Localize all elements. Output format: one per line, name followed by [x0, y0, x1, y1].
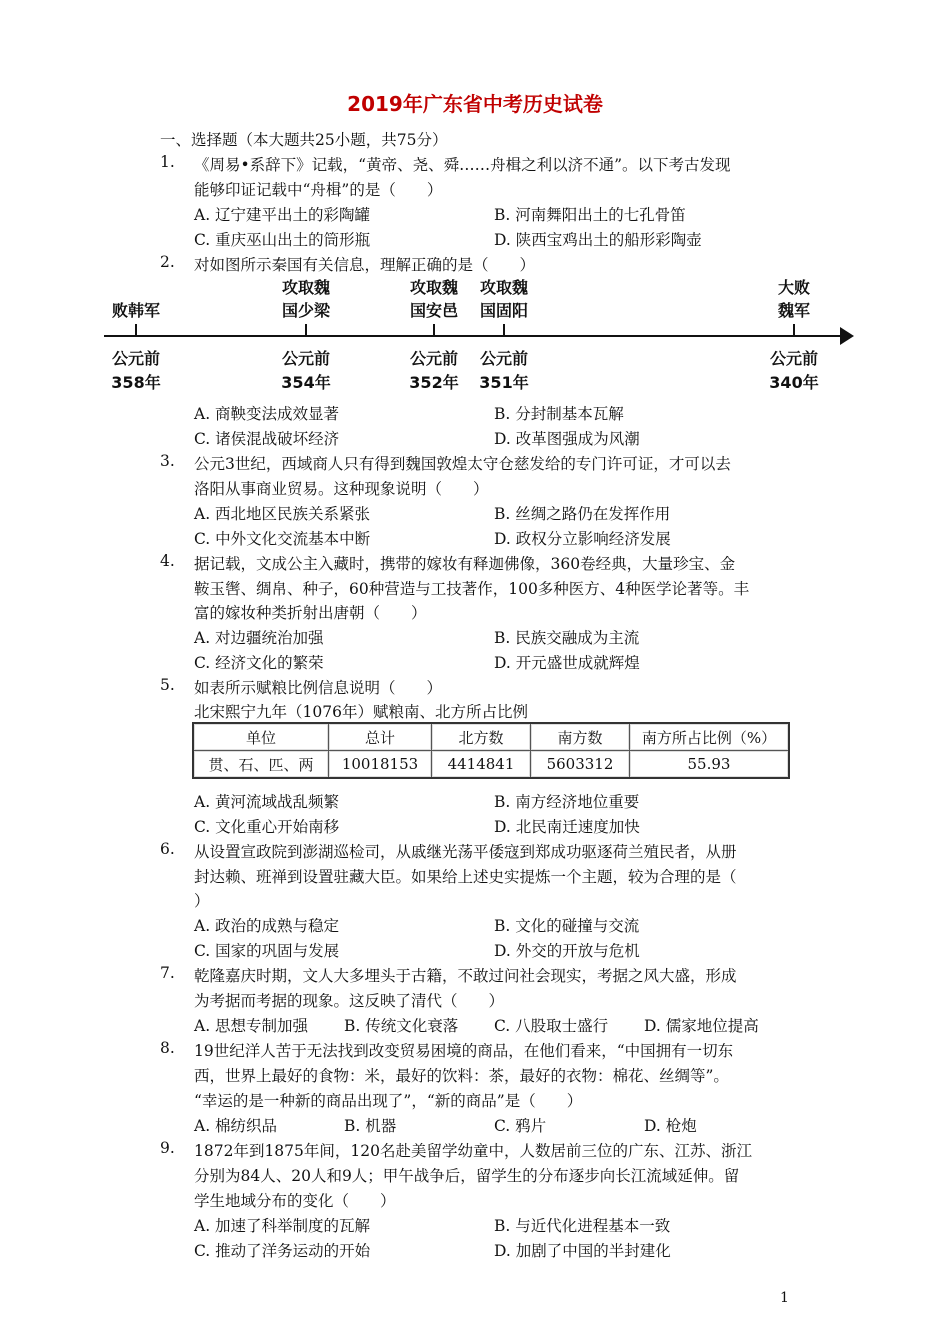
option-d: D. 开元盛世成就辉煌 — [494, 654, 640, 672]
question-text: 1872年到1875年间，120名赴美留学幼童中，人数居前三位的广东、江苏、浙江 — [194, 1142, 752, 1160]
option-d: D. 改革图强成为风潮 — [494, 430, 640, 448]
section-heading: 一、选择题（本大题共25小题，共75分） — [160, 131, 448, 149]
option-d: D. 陕西宝鸡出土的船形彩陶壶 — [494, 231, 702, 249]
option-b: B. 民族交融成为主流 — [494, 629, 640, 647]
question-text: 据记载，文成公主入藏时，携带的嫁妆有释迦佛像，360卷经典，大量珍宝、金 — [194, 555, 736, 573]
question-number: 6. — [160, 840, 175, 858]
timeline-date: 公元前 — [769, 349, 818, 368]
table-cell: 贯、石、匹、两 — [193, 751, 329, 779]
question-text: 从设置宣政院到澎湖巡检司，从戚继光荡平倭寇到郑成功驱逐荷兰殖民者，从册 — [194, 843, 737, 861]
option-c: C. 鸦片 — [494, 1117, 547, 1135]
question-text: “幸运的是一种新的商品出现了”，“新的商品”是（ ） — [194, 1092, 583, 1110]
option-b: B. 河南舞阳出土的七孔骨笛 — [494, 206, 686, 224]
table-header-cell: 单位 — [193, 723, 329, 751]
option-d: D. 加剧了中国的半封建化 — [494, 1242, 671, 1260]
timeline-event-label: 攻取魏 — [479, 278, 528, 297]
table-header-row — [193, 723, 789, 751]
option-c: C. 八股取士盛行 — [494, 1017, 609, 1035]
timeline-tick — [305, 324, 307, 336]
page-title: 2019年广东省中考历史试卷 — [347, 92, 603, 116]
timeline-event-label: 败韩军 — [111, 301, 160, 320]
table-cell: 4414841 — [432, 751, 531, 779]
timeline-event-label: 国固阳 — [479, 301, 528, 320]
option-b: B. 文化的碰撞与交流 — [494, 917, 640, 935]
page-number: 1 — [780, 1290, 789, 1306]
option-b: B. 分封制基本瓦解 — [494, 405, 624, 423]
option-b: B. 传统文化衰落 — [344, 1017, 459, 1035]
timeline-event-label: 攻取魏 — [281, 278, 330, 297]
option-c: C. 诸侯混战破坏经济 — [194, 430, 340, 448]
question-number: 8. — [160, 1039, 175, 1057]
option-a: A. 黄河流域战乱频繁 — [194, 793, 340, 811]
option-b: B. 机器 — [344, 1117, 397, 1135]
timeline-date: 354年 — [281, 373, 331, 392]
timeline-axis — [104, 335, 849, 337]
table-header-cell: 南方数 — [531, 723, 630, 751]
table-cell: 10018153 — [329, 751, 432, 779]
question-text: 对如图所示秦国有关信息，理解正确的是（ ） — [194, 256, 536, 274]
timeline-tick — [793, 324, 795, 336]
question-text: 能够印证记载中“舟楫”的是（ ） — [194, 181, 443, 199]
timeline-date: 352年 — [409, 373, 459, 392]
option-b: B. 南方经济地位重要 — [494, 793, 640, 811]
tax-grain-table — [192, 722, 790, 779]
option-a: A. 加速了科举制度的瓦解 — [194, 1217, 371, 1235]
timeline-event-label: 大败 — [777, 278, 810, 297]
question-number: 2. — [160, 253, 175, 271]
timeline-tick — [135, 324, 137, 336]
question-number: 3. — [160, 452, 175, 470]
question-text: 为考据而考据的现象。这反映了清代（ ） — [194, 992, 505, 1010]
question-text: 19世纪洋人苦于无法找到改变贸易困境的商品，在他们看来，“中国拥有一切东 — [194, 1042, 734, 1060]
option-a: A. 商鞅变法成效显著 — [194, 405, 340, 423]
option-d: D. 政权分立影响经济发展 — [494, 530, 671, 548]
timeline-date: 公元前 — [111, 349, 160, 368]
question-text: 洛阳从事商业贸易。这种现象说明（ ） — [194, 480, 489, 498]
timeline-date: 358年 — [111, 373, 161, 392]
option-a: A. 对边疆统治加强 — [194, 629, 324, 647]
question-number: 9. — [160, 1139, 175, 1157]
table-header-cell: 南方所占比例（%） — [630, 723, 790, 751]
table-row — [193, 751, 789, 779]
question-text: 分别为84人、20人和9人；甲午战争后，留学生的分布逐步向长江流域延伸。留 — [194, 1167, 740, 1185]
table-header-cell: 北方数 — [432, 723, 531, 751]
option-a: A. 思想专制加强 — [194, 1017, 309, 1035]
timeline-date: 公元前 — [281, 349, 330, 368]
table-header-cell: 总计 — [329, 723, 432, 751]
timeline-date: 公元前 — [409, 349, 458, 368]
option-c: C. 经济文化的繁荣 — [194, 654, 324, 672]
timeline-date: 351年 — [479, 373, 529, 392]
question-text: 学生地域分布的变化（ ） — [194, 1192, 396, 1210]
question-text: 公元3世纪，西域商人只有得到魏国敦煌太守仓慈发给的专门许可证，才可以去 — [194, 455, 731, 473]
option-b: B. 丝绸之路仍在发挥作用 — [494, 505, 671, 523]
option-a: A. 棉纺织品 — [194, 1117, 278, 1135]
option-d: D. 儒家地位提高 — [644, 1017, 759, 1035]
question-text: 富的嫁妆种类折射出唐朝（ ） — [194, 604, 427, 622]
option-c: C. 推动了洋务运动的开始 — [194, 1242, 371, 1260]
option-a: A. 辽宁建平出土的彩陶罐 — [194, 206, 371, 224]
table-cell: 55.93 — [630, 751, 790, 779]
question-text: 西，世界上最好的食物：米，最好的饮料：茶，最好的衣物：棉花、丝绸等”。 — [194, 1067, 729, 1085]
question-text: 乾隆嘉庆时期，文人大多埋头于古籍，不敢过问社会现实，考据之风大盛，形成 — [194, 967, 737, 985]
option-c: C. 中外文化交流基本中断 — [194, 530, 371, 548]
timeline-date: 公元前 — [479, 349, 528, 368]
question-text: 鞍玉辔、绸帛、种子，60种营造与工技著作，100多种医方、4种医学论著等。丰 — [194, 580, 750, 598]
option-c: C. 国家的巩固与发展 — [194, 942, 340, 960]
timeline-tick — [433, 324, 435, 336]
timeline-event-label: 魏军 — [777, 301, 810, 320]
option-b: B. 与近代化进程基本一致 — [494, 1217, 671, 1235]
timeline-date: 340年 — [769, 373, 819, 392]
question-number: 4. — [160, 552, 175, 570]
question-text: 如表所示赋粮比例信息说明（ ） — [194, 679, 443, 697]
table-caption: 北宋熙宁九年（1076年）赋粮南、北方所占比例 — [194, 703, 528, 721]
option-a: A. 政治的成熟与稳定 — [194, 917, 340, 935]
option-a: A. 西北地区民族关系紧张 — [194, 505, 371, 523]
question-text: ） — [194, 892, 210, 910]
timeline-tick — [503, 324, 505, 336]
option-d: D. 外交的开放与危机 — [494, 942, 640, 960]
option-d: D. 枪炮 — [644, 1117, 697, 1135]
timeline-event-label: 国少梁 — [281, 301, 330, 320]
timeline-event-label: 攻取魏 — [409, 278, 458, 297]
question-text: 封达赖、班禅到设置驻藏大臣。如果给上述史实提炼一个主题，较为合理的是（ — [194, 868, 737, 886]
question-number: 5. — [160, 676, 175, 694]
table-cell: 5603312 — [531, 751, 630, 779]
question-text: 《周易•系辞下》记载，“黄帝、尧、舜……舟楫之利以济不通”。以下考古发现 — [194, 156, 731, 174]
option-c: C. 文化重心开始南移 — [194, 818, 340, 836]
option-c: C. 重庆巫山出土的筒形瓶 — [194, 231, 371, 249]
timeline-arrow-icon — [840, 327, 854, 345]
question-number: 7. — [160, 964, 175, 982]
timeline-event-label: 国安邑 — [409, 301, 458, 320]
question-number: 1. — [160, 153, 175, 171]
option-d: D. 北民南迁速度加快 — [494, 818, 640, 836]
